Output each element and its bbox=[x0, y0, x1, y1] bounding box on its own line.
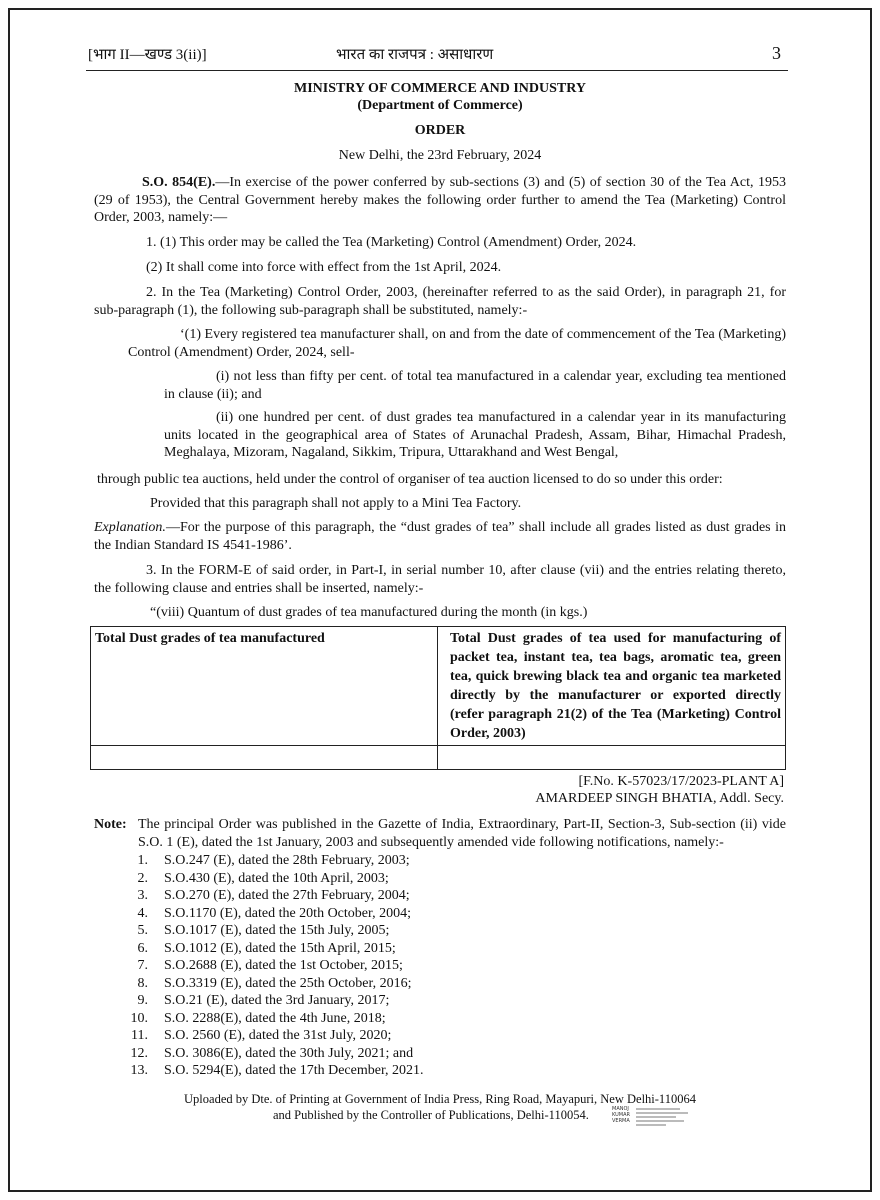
list-item-number: 1. bbox=[137, 853, 148, 868]
list-item-number: 4. bbox=[137, 905, 148, 921]
list-item: S.O.2688 (E), dated the 1st October, 2015; bbox=[164, 958, 403, 973]
para-1-2: (2) It shall come into force with effect from the 1st April, 2024. bbox=[146, 260, 502, 275]
list-item-number: 2. bbox=[137, 870, 148, 886]
note-label: Note: bbox=[94, 817, 127, 832]
list-item: S.O.21 (E), dated the 3rd January, 2017; bbox=[164, 993, 390, 1008]
list-item: S.O. 2560 (E), dated the 31st July, 2020; bbox=[164, 1028, 392, 1043]
list-item-number: 9. bbox=[137, 993, 148, 1008]
list-item: S.O.3319 (E), dated the 25th October, 2016; bbox=[164, 975, 412, 991]
list-item: S.O.1012 (E), dated the 15th April, 2015; bbox=[164, 940, 396, 956]
page-number: 3 bbox=[772, 43, 781, 63]
table-header-dust-used: Total Dust grades of tea used for manufacturing of packet tea, instant tea, tea bags, aromatic tea, green tea, quick brewing black tea and organic tea marketed directly by the manufacturer or exported directly (refer paragraph 21(2) of the Tea (Marketing) Control Order, 2003) bbox=[438, 627, 786, 746]
para-1-1: 1. (1) This order may be called the Tea (Marketing) Control (Amendment) Order, 2024. bbox=[146, 235, 637, 250]
para-3-clause-viii: “(viii) Quantum of dust grades of tea manufactured during the month (in kgs.) bbox=[150, 605, 588, 620]
list-item: S.O.1017 (E), dated the 15th July, 2005; bbox=[164, 923, 390, 938]
header-part-section: [भाग II—खण्ड 3(ii)] bbox=[88, 47, 207, 63]
list-item-number: 12. bbox=[130, 1045, 148, 1061]
list-item-number: 5. bbox=[137, 923, 148, 938]
so-paragraph bbox=[94, 174, 786, 227]
list-item: S.O.270 (E), dated the 27th February, 2004; bbox=[164, 888, 410, 903]
dateline: New Delhi, the 23rd February, 2024 bbox=[338, 148, 542, 163]
scan-border-left bbox=[8, 8, 10, 1192]
para-2-clause-ii: (ii) one hundred per cent. of dust grades tea manufactured in a calendar year in its manufacturing units located in the geographical area of States of Arunachal Pradesh, Assam, Bihar, Himachal Pradesh, Meghalaya, Mizoram, Nagaland, Sikkim, Tripura, Uttarakhand and West Bengal, bbox=[164, 410, 786, 460]
list-item: S.O. 3086(E), dated the 30th July, 2021; and bbox=[164, 1045, 414, 1061]
list-item-number: 11. bbox=[131, 1028, 148, 1043]
digital-signature-stamp-name: MANOJ KUMAR VERMA bbox=[612, 1106, 631, 1124]
para-2-clause-i: (i) not less than fifty per cent. of total tea manufactured in a calendar year, excluding tea mentioned in clause (ii); and bbox=[164, 369, 786, 402]
scan-border-right bbox=[870, 8, 872, 1192]
list-item-number: 13. bbox=[130, 1063, 148, 1078]
list-item-number: 8. bbox=[137, 975, 148, 991]
para-3: 3. In the FORM-E of said order, in Part-I, in serial number 10, after clause (vii) and the entries relating thereto, the following clause and entries shall be inserted, namely:- bbox=[94, 563, 786, 596]
list-item: S.O. 2288(E), dated the 4th June, 2018; bbox=[164, 1010, 386, 1026]
digital-signature-stamp-icon bbox=[636, 1106, 696, 1128]
list-item: S.O.1170 (E), dated the 20th October, 2004; bbox=[164, 905, 411, 921]
list-item-number: 3. bbox=[137, 888, 148, 903]
table-row bbox=[91, 746, 786, 770]
para-2-through: through public tea auctions, held under the control of organiser of tea auction licensed to do so under this order: bbox=[97, 472, 723, 487]
note-text: The principal Order was published in the Gazette of India, Extraordinary, Part-II, Section-3, Sub-section (ii) vide S.O. 1 (E), dated the 1st January, 2003 and subsequently amended vide following notifications, namely:- bbox=[138, 817, 786, 850]
file-number: [F.No. K-57023/17/2023-PLANT A] bbox=[578, 774, 784, 789]
signatory: AMARDEEP SINGH BHATIA, Addl. Secy. bbox=[535, 791, 784, 806]
form-e-table bbox=[90, 626, 786, 770]
list-item-number: 10. bbox=[130, 1010, 148, 1026]
proviso: Provided that this paragraph shall not apply to a Mini Tea Factory. bbox=[150, 496, 522, 511]
list-item: S.O.430 (E), dated the 10th April, 2003; bbox=[164, 870, 389, 886]
table-cell bbox=[438, 746, 786, 770]
footer-line-1: Uploaded by Dte. of Printing at Government of India Press, Ring Road, Mayapuri, New Delhi-110064 bbox=[184, 1092, 696, 1106]
scan-border-bottom bbox=[8, 1190, 872, 1192]
explanation bbox=[94, 519, 786, 554]
explanation-text: —For the purpose of this paragraph, the “dust grades of tea” shall include all grades listed as dust grades in the Indian Standard IS 4541-1986’. bbox=[94, 520, 786, 553]
para-2-quote: ‘(1) Every registered tea manufacturer shall, on and from the date of commencement of the Tea (Marketing) Control (Amendment) Order, 2024, sell- bbox=[128, 327, 786, 360]
header-rule bbox=[86, 70, 788, 71]
list-item: S.O. 5294(E), dated the 17th December, 2021. bbox=[164, 1063, 424, 1078]
header-gazette-title: भारत का राजपत्र : असाधारण bbox=[336, 47, 494, 63]
table-cell bbox=[91, 746, 438, 770]
list-item: S.O.247 (E), dated the 28th February, 2003; bbox=[164, 853, 410, 868]
ministry-title: MINISTRY OF COMMERCE AND INDUSTRY bbox=[294, 81, 586, 96]
table-row bbox=[91, 627, 786, 746]
table-header-total-dust: Total Dust grades of tea manufactured bbox=[91, 627, 438, 746]
scan-border-top bbox=[8, 8, 872, 10]
explanation-label: Explanation. bbox=[94, 520, 166, 535]
list-item-number: 6. bbox=[137, 940, 148, 956]
list-item-number: 7. bbox=[137, 958, 148, 973]
so-text: —In exercise of the power conferred by sub-sections (3) and (5) of section 30 of the Tea Act, 1953 (29 of 1953), the Central Government hereby makes the following order further to amend the Tea (Marketing) Control Order, 2003, namely:— bbox=[94, 175, 787, 225]
para-2: 2. In the Tea (Marketing) Control Order, 2003, (hereinafter referred to as the said Order), in paragraph 21, for sub-paragraph (1), the following sub-paragraph shall be substituted, namely:- bbox=[94, 285, 786, 318]
so-label: S.O. 854(E). bbox=[142, 175, 216, 190]
department-title: (Department of Commerce) bbox=[357, 98, 523, 113]
footer-line-2: and Published by the Controller of Publications, Delhi-110054. bbox=[273, 1108, 589, 1122]
order-title: ORDER bbox=[414, 123, 466, 138]
